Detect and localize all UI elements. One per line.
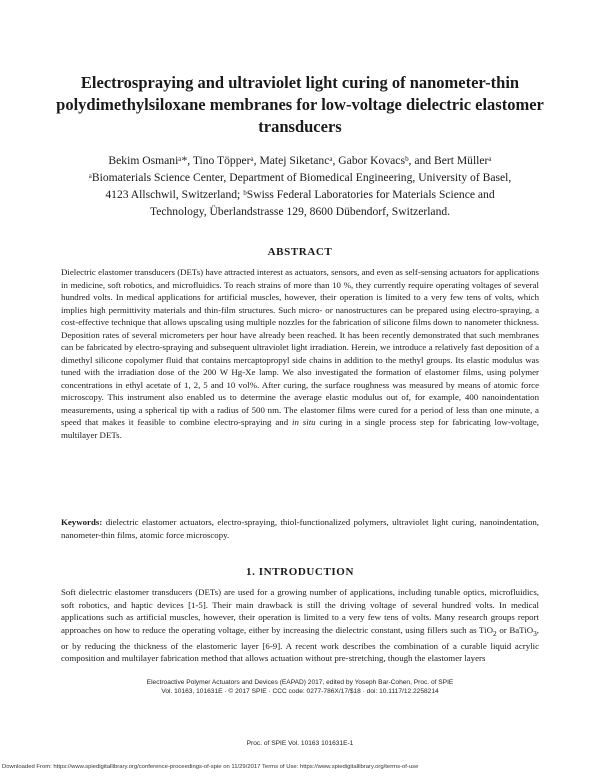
abstract-heading: ABSTRACT — [267, 246, 333, 258]
intro-text-part: , or by reducing the thickness of the elastomeric layer [6-9]. A recent work describes the combination of a curable liquid acrylic composition and multilayer fabrication method that allows actuation without pre-stretching, though the elastomer layers — [61, 624, 539, 664]
keywords-label: Keywords: — [61, 517, 103, 527]
publication-line: Electroactive Polymer Actuators and Devices (EAPAD) 2017, edited by Yoseph Bar-Cohen, Proc. of SPIE — [146, 679, 454, 686]
abstract-tail: curing in a single process step for fabricating low-voltage, multilayer DETs. — [61, 417, 539, 440]
affiliation-line: 4123 Allschwil, Switzerland; ᵇSwiss Federal Laboratories for Materials Science and — [105, 188, 495, 201]
intro-subscript: 2 — [493, 628, 497, 638]
keywords-list: dielectric elastomer actuators, electro-spraying, thiol-functionalized polymers, ultraviolet light curing, nanoindentation, nanometer-thin films, atomic force microscopy. — [61, 517, 539, 540]
download-notice: Downloaded From: https://www.spiedigitallibrary.org/conference-proceedings-of-spie on 11/29/2017 Terms of Use: https://www.spiedigitallibrary.org/terms-of-use — [2, 764, 419, 770]
page-number: Proc. of SPIE Vol. 10163 101631E-1 — [246, 740, 354, 747]
intro-text-part: or BaTiO — [496, 624, 534, 635]
abstract-text: Dielectric elastomer transducers (DETs) have attracted interest as actuators, sensors, and even as self-sensing actuators for applications in medicine, soft robotics, and microfluidics. To reach strains of more than 10 %, they currently require operating voltages of several hundred volts. In medical applications for artificial muscles, however, their operation is limited to a very few tens of volts, which implies high permittivity materials and thin-film structures. Such micro- or nanostructures can be prepared using electro-spraying, a cost-effective technique that allows upscaling using multiple nozzles for the fabrication of silicone films down to nanometer thickness. Deposition rates of several micrometers per hour have already been reached. It has been recently demonstrated that such membranes can be fabricated by electro-spraying and subsequent ultraviolet light irradiation. Herein, we introduce a relatively fast deposition of a dimethyl silicone copolymer fluid that contains mercaptopropyl side chains in addition to the methyl groups. Its elastic modulus was tuned with the irradiation dose of the 200 W Hg-Xe lamp. We also investigated the formation of elastomer films, using polymer concentrations in ethyl acetate of 1, 2, 5 and 10 vol%. After curing, the surface roughness was measured by means of atomic force microscopy. This instrument also enabled us to determine the average elastic modulus out of, for example, 400 nanoindentation measurements, using a spherical tip with a radius of 500 nm. The elastomer films were cured for a period of less than one minute, a speed that makes it feasible to combine electro-spraying and — [61, 267, 539, 427]
abstract-italic-term: in situ — [292, 417, 316, 427]
abstract-paragraph — [61, 266, 539, 441]
intro-subscript: 3 — [533, 628, 537, 638]
introduction-paragraph — [61, 586, 539, 665]
paper-title: Electrospraying and ultraviolet light curing of nanometer-thin polydimethylsiloxane membranes for low-voltage dielectric elastomer transducers — [56, 73, 544, 136]
affiliation-line: ᵃBiomaterials Science Center, Department of Biomedical Engineering, University of Basel, — [88, 171, 512, 184]
publication-footer — [40, 678, 560, 696]
introduction-heading: 1. INTRODUCTION — [245, 566, 354, 578]
publication-line: Vol. 10163, 101631E · © 2017 SPIE · CCC code: 0277-786X/17/$18 · doi: 10.1117/12.2258214 — [161, 688, 439, 695]
intro-text-part: Soft dielectric elastomer transducers (DETs) are used for a growing number of applications, including tunable optics, microfluidics, soft robotics, and haptic devices [1-5]. Their main drawback is still the driving voltage of several hundred volts. In medical applications such as artificial muscles, however, their operation is limited to a very few tens of volts. Many research groups report approaches on how to reduce the operating voltage, either by increasing the dielectric constant, using fillers such as TiO — [61, 587, 539, 635]
author-block — [40, 152, 560, 220]
author-list: Bekim Osmaniᵃ*, Tino Töpperᵃ, Matej Siketancᵃ, Gabor Kovacsᵇ, and Bert Müllerᵃ — [108, 154, 492, 167]
affiliation-line: Technology, Überlandstrasse 129, 8600 Dübendorf, Switzerland. — [149, 205, 451, 218]
keywords-paragraph — [61, 516, 539, 541]
